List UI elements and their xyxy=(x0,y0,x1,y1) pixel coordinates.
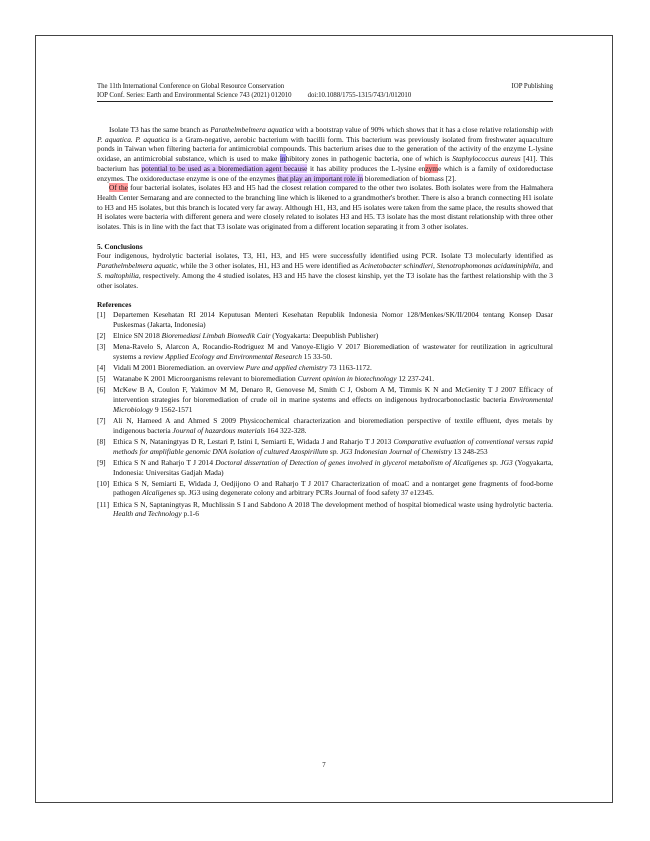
reference-number: [4] xyxy=(97,362,106,372)
reference-text xyxy=(113,458,553,477)
text-run: , while the 3 other isolates, H1, H3 and H5 were identified as xyxy=(176,261,361,271)
reference-italic-run: Bioremediasi Limbah Biomedik Cair xyxy=(161,330,271,340)
conference-name: The 11th International Conference on Global Resource Conservation xyxy=(97,83,285,90)
reference-italic-run: Journal of hazardous materials xyxy=(172,425,266,435)
spacer xyxy=(97,232,553,242)
reference-text-run: Watanabe K 2001 Microorganisms relevant to bioremediation xyxy=(113,374,298,384)
reference-number: [7] xyxy=(97,415,106,425)
reference-item xyxy=(97,310,553,329)
italic-run: Acinetobacter schindleri, Stenotrophomonas acidaminiphila, xyxy=(360,261,541,271)
reference-text xyxy=(113,385,553,414)
spacer xyxy=(97,290,553,300)
italic-run: with P. aquatica. P. aquatica xyxy=(97,125,554,144)
paragraph-2 xyxy=(97,183,553,232)
reference-text-run: 15 33-50. xyxy=(301,351,333,361)
highlight-purple[interactable]: potential to be used as a bioremediation agent because xyxy=(141,163,308,173)
reference-text-run: sp. JG3 using degenerate colony and arbitrary PCRs Journal of food safety 37 e12345. xyxy=(176,488,434,498)
text-run: , respectively. Among the 4 studied isolates, H3 and H5 have the closest kinship, yet the T3 isolate has the farthest relationship with the 3 other isolates. xyxy=(97,270,553,290)
reference-number: [10] xyxy=(97,478,110,488)
reference-text-run: 164 322-328. xyxy=(265,425,307,435)
reference-item xyxy=(97,342,553,361)
reference-text-run: Ethica S N and Raharjo T J 2014 xyxy=(113,457,216,467)
highlight-red[interactable]: Of the xyxy=(109,183,128,193)
reference-text-run: Elnice SN 2018 xyxy=(113,330,162,340)
reference-list xyxy=(97,310,553,519)
reference-text-run: Mena-Ravelo S, Alarcon A, Rocandio-Rodriguez M and Vanoye-Eligio V 2017 Bioremediation of wastewater for reutilization in agricultural systems a review xyxy=(113,342,553,361)
paper-page xyxy=(35,35,613,803)
reference-text-run: Vidali M 2001 Bioremediation. an overview xyxy=(113,362,246,372)
italic-run: Parathelmbelmera aquatic xyxy=(97,261,177,271)
reference-text xyxy=(113,479,553,498)
reference-text xyxy=(113,416,553,435)
reference-text-run: p.1-6 xyxy=(181,509,199,519)
reference-item xyxy=(97,437,553,456)
reference-text xyxy=(113,363,553,373)
reference-item xyxy=(97,416,553,435)
reference-item xyxy=(97,363,553,373)
reference-italic-run: Health and Technology xyxy=(113,509,182,519)
text-run: Isolate T3 has the same branch as xyxy=(109,125,211,134)
reference-number: [3] xyxy=(97,342,106,352)
running-header xyxy=(97,82,553,91)
highlight-red[interactable]: zym xyxy=(425,163,439,173)
text-run: it has ability produces the L-lysine en xyxy=(307,163,426,173)
reference-number: [8] xyxy=(97,436,106,446)
series-info: IOP Conf. Series: Earth and Environmental Science 743 (2021) 012010 xyxy=(97,92,292,99)
paragraph-1 xyxy=(97,125,553,183)
highlight-purple[interactable]: that play an important role in xyxy=(277,173,364,183)
reference-text-run: Ethica S N, Nataningtyas D R, Lestari P, Istini I, Semiarti E, Widada J and Raharjo T J 2013 xyxy=(113,436,394,446)
series-header xyxy=(97,91,553,102)
reference-text-run: 13 248-253 xyxy=(451,446,488,456)
reference-number: [5] xyxy=(97,374,106,384)
reference-text-run: 9 1562-1571 xyxy=(152,404,193,414)
reference-text xyxy=(113,500,553,519)
reference-italic-run: Alcaligenes xyxy=(141,488,177,498)
reference-text-run: (Yogyakarta: Deepublish Publisher) xyxy=(270,330,379,340)
reference-text-run: 73 1163-1172. xyxy=(327,362,372,372)
reference-number: [9] xyxy=(97,457,106,467)
reference-text-run: Departemen Kesehatan RI 2014 Keputusan Menteri Kesehatan Republik Indonesia Nomor 128/Menkes/SK/II/2004 tentang Konsep Dasar Puskesmas (Jakarta, Indonesia) xyxy=(113,309,553,329)
italic-run: Staphylococcus aureus xyxy=(452,154,521,164)
reference-italic-run: Environmental Microbiology xyxy=(113,395,553,414)
spacer xyxy=(97,102,553,125)
reference-number: [6] xyxy=(97,385,106,395)
reference-text xyxy=(113,374,553,384)
reference-italic-run: Doctoral dissertation of Detection of genes involved in glycerol metabolism of Alcaligenes sp. JG3 xyxy=(215,457,513,467)
conclusions-paragraph xyxy=(97,251,553,290)
reference-item xyxy=(97,385,553,414)
reference-italic-run: Current opinion in biotechnology xyxy=(297,374,397,384)
highlight-blue[interactable]: in xyxy=(279,154,286,164)
reference-number: [11] xyxy=(97,499,110,509)
publisher-name: IOP Publishing xyxy=(511,83,553,90)
doi: doi:10.1088/1755-1315/743/1/012010 xyxy=(307,92,412,99)
reference-number: [1] xyxy=(97,309,106,319)
reference-italic-run: Applied Ecology and Environmental Research xyxy=(165,351,302,361)
references-title: References xyxy=(97,300,132,310)
reference-text xyxy=(113,331,553,341)
italic-run: S. maltophilia xyxy=(97,270,139,280)
text-run: four bacterial isolates, isolates H3 and H5 had the closest relation compared to the other two isolates. Both isolates were from the Halmahera Health Center Semarang and are connected to the branching line which is likened to a grandmother's brother. There is also a branch connecting H1 isolate to H3 and H5 isolates, but this branch is located very far away. Although H1, H3, and H5 isolates were taken from the same place, the results showed that H isolates were bacteria with different genera and were closely related to isolates H3 and H5. T3 isolate has the most distant relationship with three other isolates. This is in line with the fact that T3 isolate was originated from a different location separating it from 3 other isolates. xyxy=(97,183,553,232)
reference-text-run: 12 237-241. xyxy=(396,374,435,384)
text-run: bioremediation of biomass [2]. xyxy=(363,173,457,183)
reference-text-run: (Yogyakarta, Indonesia: Universitas Gadjah Mada) xyxy=(113,457,554,477)
reference-number: [2] xyxy=(97,330,106,340)
reference-item xyxy=(97,458,553,477)
text-run: hibitory zones in pathogenic bacteria, one of which is xyxy=(285,154,453,164)
reference-text-run: Ethica S N, Semiarti E, Widada J, Oedjijono O and Raharjo T J 2017 Characterization of moaC and a nontarget gene fragments of food-borne pathogen xyxy=(113,478,553,498)
italic-run: Parathelmbelmera aquatica xyxy=(210,125,294,134)
text-run: [41]. This bacterium has xyxy=(97,154,553,173)
text-run: and xyxy=(540,261,553,271)
text-run: with a bootstrap value of 90% which shows that it has a close relative relationship xyxy=(293,125,541,134)
text-run: e which is a family of oxidoreductase enzymes. The oxidoreductase enzyme is one of the enzymes xyxy=(97,163,553,183)
text-run: Four indigenous, hydrolytic bacterial isolates, T3, H1, H3, and H5 were successfully identified using PCR. Isolate T3 molecularly identified as xyxy=(97,251,553,261)
reference-text-run: Ali N, Hameed A and Ahmed S 2009 Physicochemical characterization and bioremediation perspective of textile effluent, dyes metals by indigenous bacteria xyxy=(113,415,553,435)
page-content xyxy=(97,82,553,521)
text-run: is a Gram-negative, aerobic bacterium with bacilli form. This bacterium was previously isolated from freshwater aquaculture ponds in Taiwan when filtering bacteria for antimicrobial compounds. This bacterium arises due to the generation of the activity of the enzyme L-lysine oxidase, an antimicrobial substance, which is used to make xyxy=(97,134,553,164)
reference-item xyxy=(97,374,553,384)
reference-item xyxy=(97,500,553,519)
page-number: 7 xyxy=(322,762,326,769)
reference-text-run: Ethica S N, Saptaningtyas R, Muchlissin S I and Sabdono A 2018 The development method of hospital biomedical waste using hydrolytic bacteria. xyxy=(113,499,553,509)
reference-text xyxy=(113,437,553,456)
reference-item xyxy=(97,479,553,498)
reference-text xyxy=(113,310,553,329)
section-title-conclusions: 5. Conclusions xyxy=(97,241,143,251)
reference-text xyxy=(113,342,553,361)
reference-italic-run: Comparative evaluation of conventional versus rapid methods for amplifiable genomic DNA isolation of cultured Azospirillum sp. JG3 Indonesian Journal of Chemistry xyxy=(113,436,553,456)
reference-item xyxy=(97,331,553,341)
reference-text-run: McKew B A, Coulon F, Yakimov M M, Denaro R, Genovese M, Smith C J, Osborn A M, Timmis K N and McGenity T J 2007 Efficacy of intervention strategies for bioremediation of crude oil in marine systems and effects on indigenous hydrocarbonoclastic bacteria xyxy=(113,385,553,405)
reference-italic-run: Pure and applied chemistry xyxy=(245,362,328,372)
